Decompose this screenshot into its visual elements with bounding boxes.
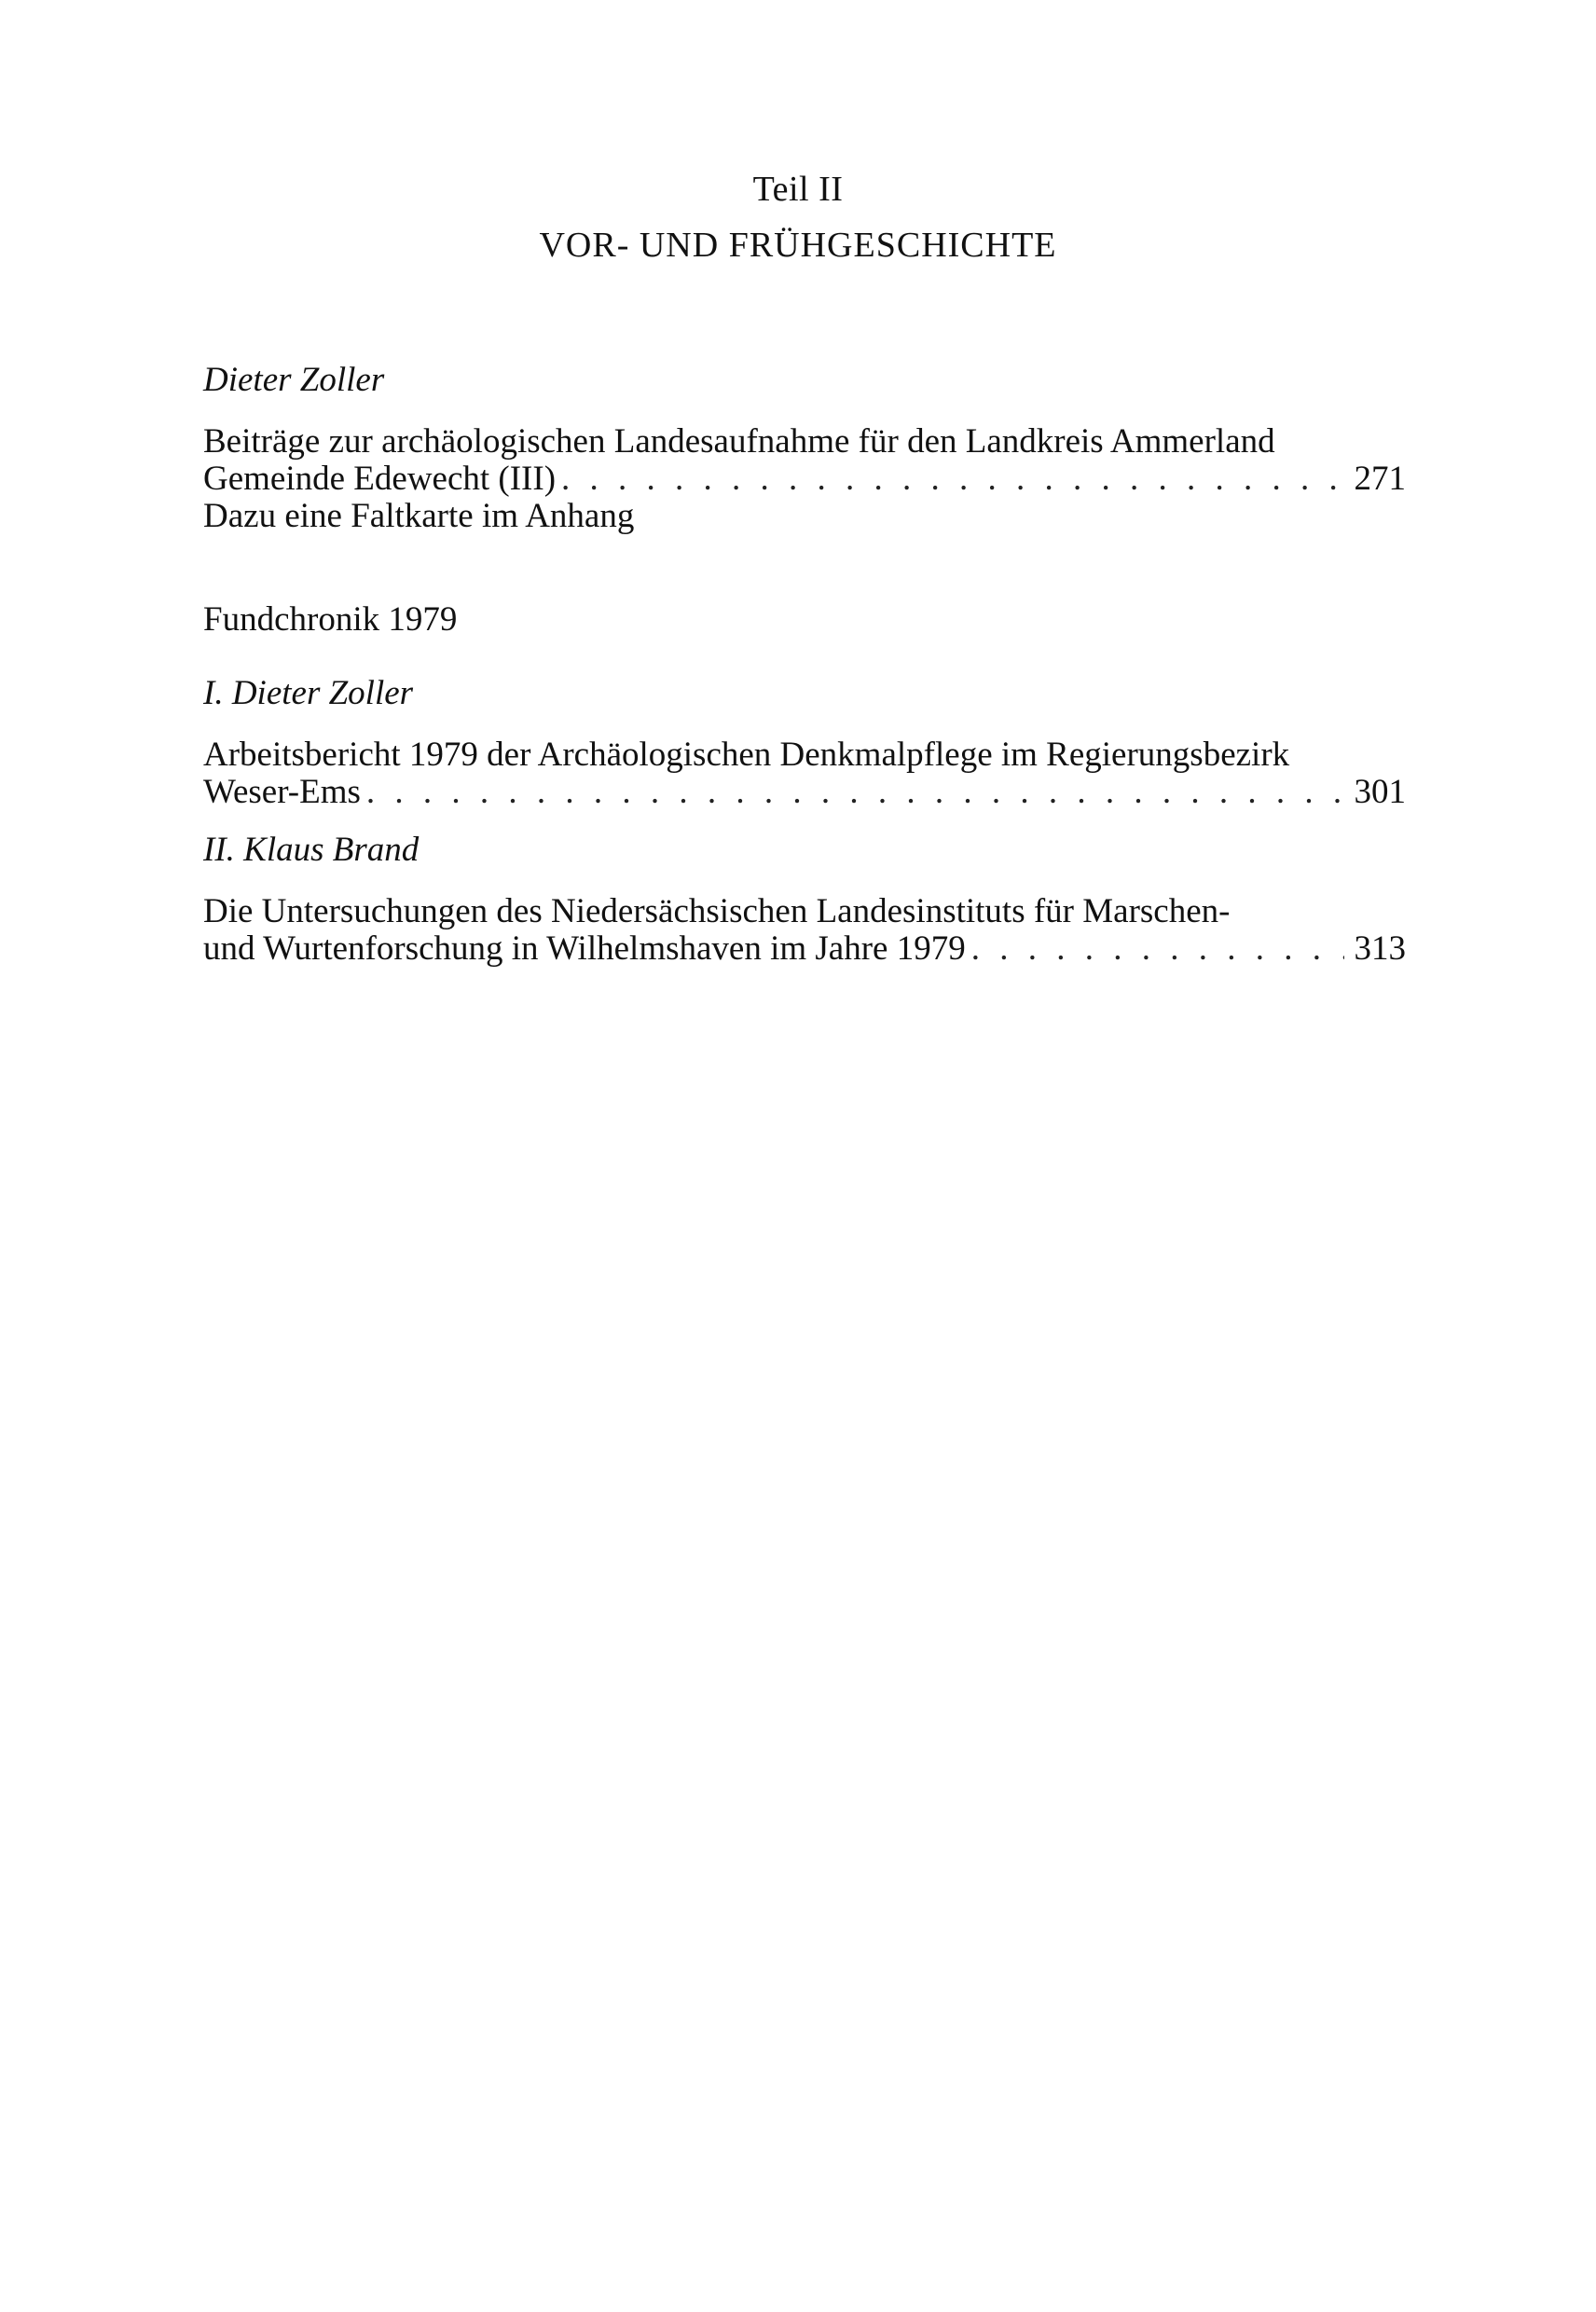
entry-title-line: Die Untersuchungen des Niedersächsischen Landesinstituts für Marschen- [203, 892, 1231, 930]
dot-leader [971, 930, 1344, 968]
part-title: VOR- UND FRÜHGESCHICHTE [539, 226, 1057, 265]
entry-title-line-with-page [203, 930, 1406, 968]
dot-leader [561, 461, 1344, 498]
entry-title-line: Arbeitsbericht 1979 der Archäologischen Denkmalpflege im Regierungsbezirk [203, 736, 1290, 774]
entry-title-line: Gemeinde Edewecht (III) [203, 460, 557, 498]
entry-title-line-with-page [203, 774, 1406, 811]
entry-title-line: Beiträge zur archäologischen Landesaufnahme für den Landkreis Ammerland [203, 422, 1275, 461]
page-number: 271 [1354, 460, 1406, 498]
dot-leader [366, 774, 1344, 811]
section-heading-block [203, 601, 1406, 639]
entry-note: Dazu eine Faltkarte im Anhang [203, 497, 635, 535]
entry-author: II. Klaus Brand [203, 831, 420, 869]
toc-entry [203, 832, 1406, 968]
page-number: 301 [1354, 773, 1406, 811]
entry-title-line-with-page [203, 461, 1406, 498]
entry-title-line: Weser-Ems [203, 773, 361, 811]
entry-author: Dieter Zoller [203, 361, 385, 399]
part-label: Teil II [752, 170, 844, 209]
toc-entry [203, 675, 1406, 811]
section-title: Fundchronik 1979 [203, 600, 458, 639]
page-number: 313 [1354, 929, 1406, 968]
toc-entry [203, 362, 1406, 535]
entry-title-line: und Wurtenforschung in Wilhelmshaven im Jahre 1979 [203, 929, 966, 968]
entry-author: I. Dieter Zoller [203, 674, 414, 712]
